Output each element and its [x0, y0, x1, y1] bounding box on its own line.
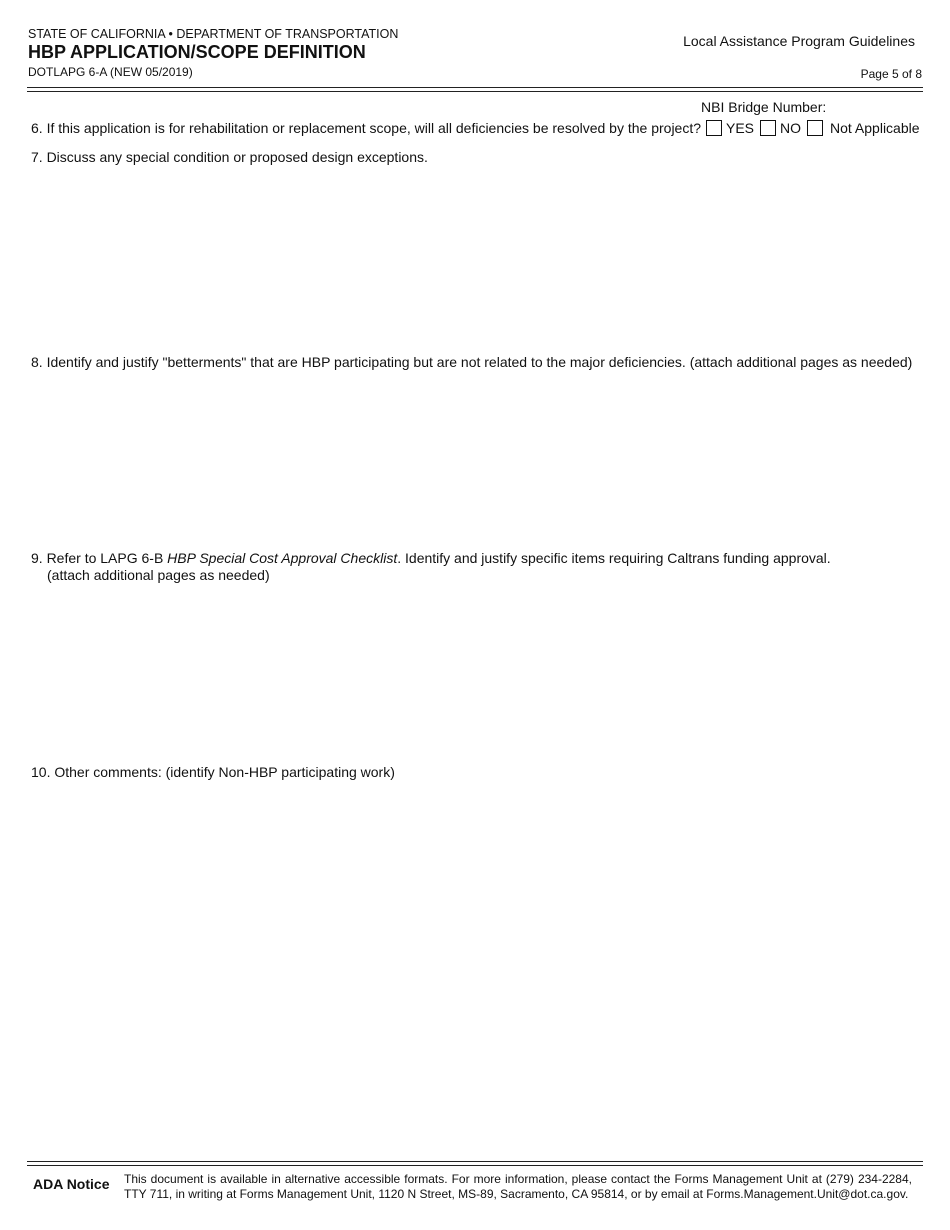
agency-line: STATE OF CALIFORNIA • DEPARTMENT OF TRANSPORTATION: [28, 27, 399, 41]
question-9-answer-area[interactable]: [31, 590, 921, 755]
no-label: NO: [780, 120, 802, 136]
special-cost-checklist-title: HBP Special Cost Approval Checklist: [167, 550, 398, 566]
question-9-line2: (attach additional pages as needed): [47, 567, 270, 583]
choice-yes[interactable]: [706, 120, 754, 136]
ada-notice-text: This document is available in alternative accessible formats. For more information, please contact the Forms Management Unit at (279) 234-2284, TTY 711, in writing at Forms Management Unit, 1120 N Street, MS-89, Sacramento, CA 95814, or by email at Forms.Management.Unit@dot.ca.gov.: [124, 1172, 912, 1201]
ada-notice-label: ADA Notice: [33, 1176, 110, 1192]
footer-divider: [27, 1161, 923, 1162]
question-9-text: [31, 550, 831, 584]
question-10-text: 10. Other comments: (identify Non-HBP participating work): [31, 764, 395, 780]
form-number: DOTLAPG 6-A (NEW 05/2019): [28, 65, 193, 79]
footer-divider-double: [27, 1165, 923, 1166]
question-8-text: 8. Identify and justify "betterments" that are HBP participating but are not related to the major deficiencies. (attach additional pages as needed): [31, 354, 913, 370]
header-divider-double: [27, 91, 923, 92]
no-checkbox[interactable]: [760, 120, 776, 136]
not-applicable-label: Not Applicable: [830, 120, 920, 136]
guidelines-label: Local Assistance Program Guidelines: [683, 33, 915, 49]
question-9-suffix: . Identify and justify specific items requiring Caltrans funding approval.: [397, 550, 831, 566]
question-7-text: 7. Discuss any special condition or proposed design exceptions.: [31, 149, 428, 165]
nbi-bridge-number-label: NBI Bridge Number:: [701, 99, 827, 115]
question-6-text: 6. If this application is for rehabilitation or replacement scope, will all deficiencies be resolved by the project?: [31, 120, 702, 136]
form-title: HBP APPLICATION/SCOPE DEFINITION: [28, 42, 366, 62]
not-applicable-checkbox[interactable]: [807, 120, 823, 136]
question-10-answer-area[interactable]: [31, 785, 921, 1150]
question-9-prefix: 9. Refer to LAPG 6-B: [31, 550, 168, 566]
question-6-choices: [706, 120, 926, 136]
choice-no[interactable]: [760, 120, 801, 136]
choice-not-applicable[interactable]: [807, 120, 920, 136]
page-number: Page 5 of 8: [860, 67, 922, 81]
yes-label: YES: [726, 120, 755, 136]
header-divider: [27, 87, 923, 88]
yes-checkbox[interactable]: [706, 120, 722, 136]
question-8-answer-area[interactable]: [31, 375, 921, 540]
question-7-answer-area[interactable]: [31, 170, 921, 345]
